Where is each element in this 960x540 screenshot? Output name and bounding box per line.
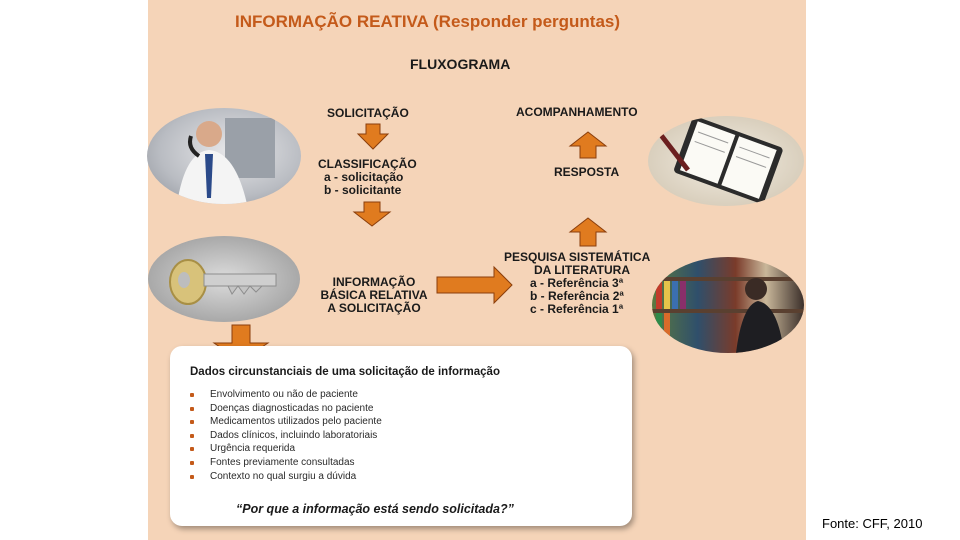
bullet-icon: [190, 461, 194, 465]
node-pesquisa-line-1: PESQUISA SISTEMÁTICA: [504, 250, 651, 264]
details-box-title: Dados circunstanciais de uma solicitação de informação: [190, 366, 500, 378]
arrow-up-resposta-acompanhamento: [570, 132, 606, 158]
list-item: Doenças diagnosticadas no paciente: [190, 402, 382, 416]
details-quote: “Por que a informação está sendo solicitada?”: [236, 502, 514, 516]
node-resposta: RESPOSTA: [554, 165, 620, 179]
bullet-icon: [190, 475, 194, 479]
node-classificacao-title: CLASSIFICAÇÃO: [318, 157, 417, 171]
arrow-up-pesquisa-resposta: [570, 218, 606, 246]
bullet-icon: [190, 447, 194, 451]
list-item: Urgência requerida: [190, 442, 382, 456]
list-item: Medicamentos utilizados pelo paciente: [190, 415, 382, 429]
bullet-icon: [190, 407, 194, 411]
node-classificacao-a: a - solicitação: [324, 170, 404, 184]
bullet-icon: [190, 393, 194, 397]
node-pesquisa-line-2: DA LITERATURA: [534, 263, 630, 277]
node-pesquisa-ref-b: b - Referência 2ª: [530, 289, 624, 303]
arrow-down-classificacao-informacao: [354, 202, 390, 226]
node-acompanhamento: ACOMPANHAMENTO: [516, 105, 638, 119]
node-pesquisa-ref-a: a - Referência 3ª: [530, 276, 624, 290]
bullet-icon: [190, 420, 194, 424]
node-informacao-line-1: INFORMAÇÃO: [332, 275, 416, 289]
source-caption: Fonte: CFF, 2010: [822, 516, 923, 531]
node-classificacao-b: b - solicitante: [324, 183, 402, 197]
node-informacao-line-3: A SOLICITAÇÃO: [327, 301, 421, 315]
details-box: [170, 346, 632, 526]
flowchart-subtitle: FLUXOGRAMA: [410, 56, 511, 72]
node-solicitacao: SOLICITAÇÃO: [327, 106, 409, 120]
node-informacao-line-2: BÁSICA RELATIVA: [320, 288, 428, 302]
details-list: [190, 388, 382, 483]
slide-title: INFORMAÇÃO REATIVA (Responder perguntas): [235, 12, 621, 31]
list-item: Fontes previamente consultadas: [190, 456, 382, 470]
list-item: Envolvimento ou não de paciente: [190, 388, 382, 402]
bullet-icon: [190, 434, 194, 438]
list-item: Contexto no qual surgiu a dúvida: [190, 470, 382, 484]
arrow-right-informacao-pesquisa: [437, 267, 512, 303]
arrow-down-solicitacao-classificacao: [358, 124, 388, 149]
node-pesquisa-ref-c: c - Referência 1ª: [530, 302, 624, 316]
list-item: Dados clínicos, incluindo laboratoriais: [190, 429, 382, 443]
